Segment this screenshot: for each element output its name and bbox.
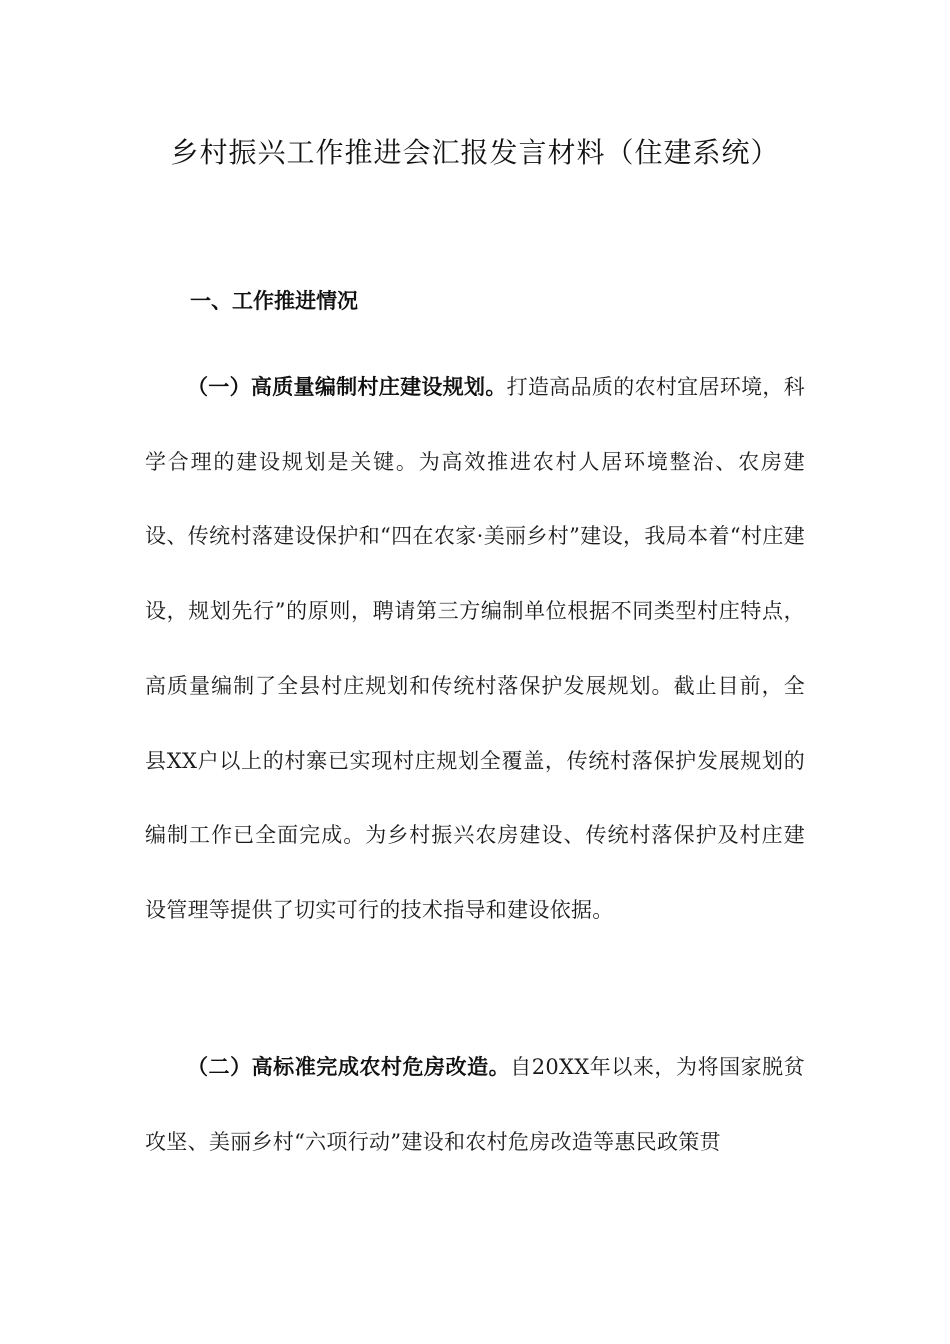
paragraph-body: 自20XX年以来，为将国家脱贫攻坚、美丽乡村“六项行动”建设和农村危房改造等惠民政策贯 (145, 1055, 806, 1154)
paragraph-lead: （二）高标准完成农村危房改造。 (187, 1054, 511, 1079)
paragraph-lead: （一）高质量编制村庄建设规划。 (187, 374, 507, 399)
paragraph-body: 打造高品质的农村宜居环境，科学合理的建设规划是关键。为高效推进农村人居环境整治、农房建设、传统村落建设保护和“四在农家·美丽乡村”建设，我局本着“村庄建设，规划先行”的原则，聘请第三方编制单位根据不同类型村庄特点，高质量编制了全县村庄规划和传统村落保护发展规划。截止目前，全县XX户以上的村寨已实现村庄规划全覆盖，传统村落保护发展规划的编制工作已全面完成。为乡村振兴农房建设、传统村落保护及村庄建设管理等提供了切实可行的技术指导和建设依据。 (145, 375, 806, 922)
paragraph-housing (145, 1030, 805, 1179)
section-heading: 一、工作推进情况 (190, 288, 358, 313)
document-title: 乡村振兴工作推进会汇报发言材料（住建系统） (170, 136, 780, 169)
paragraph-planning (145, 350, 805, 948)
